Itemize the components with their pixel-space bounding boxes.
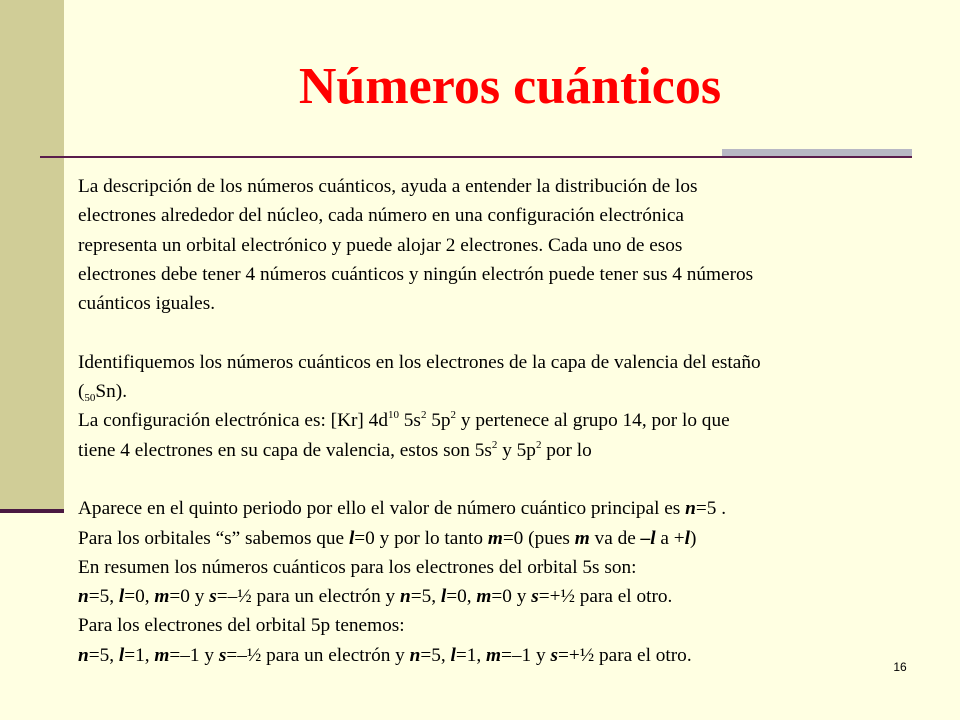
config-line: tiene 4 electrones en su capa de valencia, estos son $5s^2$ y $5p^2$ por lo xyxy=(78,438,592,461)
slide-title: Números cuánticos xyxy=(298,58,722,115)
summary-5s-line: En resumen los números cuánticos para los electrones del orbital 5s son: xyxy=(78,556,637,578)
summary-5p-line: Para los electrones del orbital 5p tenemos: xyxy=(78,615,405,637)
intro-line: cuánticos iguales. xyxy=(78,293,216,315)
title-rule xyxy=(40,156,912,158)
paragraph-gap xyxy=(78,465,928,494)
quantum-numbers-5s: n=5, l=0, m=0 y s=–½ para un electrón y n=5, l=0, m=0 y s=+½ para el otro. xyxy=(78,586,673,608)
slide-body xyxy=(78,172,928,670)
intro-line: La descripción de los números cuánticos, ayuda a entender la distribución de los xyxy=(78,176,698,197)
atomic-number: 50 xyxy=(84,392,96,405)
config-line: La configuración electrónica es: [Kr] $4d^{10}$ $5s^2$ $5p^2$ y pertenece al grupo 14, por lo que xyxy=(78,409,730,432)
intro-line: representa un orbital electrónico y puede alojar 2 electrones. Cada uno de esos xyxy=(78,234,683,256)
identify-line: Identifiquemos los números cuánticos en los electrones de la capa de valencia del estaño xyxy=(78,351,761,373)
orbital-s-line: Para los orbitales “s” sabemos que l=0 y por lo tanto m=0 (pues m va de –l a +l) xyxy=(78,527,697,549)
left-band-divider xyxy=(0,509,64,513)
left-decorative-band xyxy=(0,0,64,512)
identify-element-line: $(_{50}Sn)$. xyxy=(78,381,128,405)
page-number: 16 xyxy=(893,660,907,674)
paragraph-gap xyxy=(78,318,928,347)
principal-line: Aparece en el quinto periodo por ello el valor de número cuántico principal es n=5 . xyxy=(78,498,727,520)
intro-line: electrones debe tener 4 números cuánticos y ningún electrón puede tener sus 4 números xyxy=(78,263,754,285)
intro-line: electrones alrededor del núcleo, cada número en una configuración electrónica xyxy=(78,205,684,227)
quantum-numbers-5p: n=5, l=1, m=–1 y s=–½ para un electrón y n=5, l=1, m=–1 y s=+½ para el otro. xyxy=(78,644,692,666)
